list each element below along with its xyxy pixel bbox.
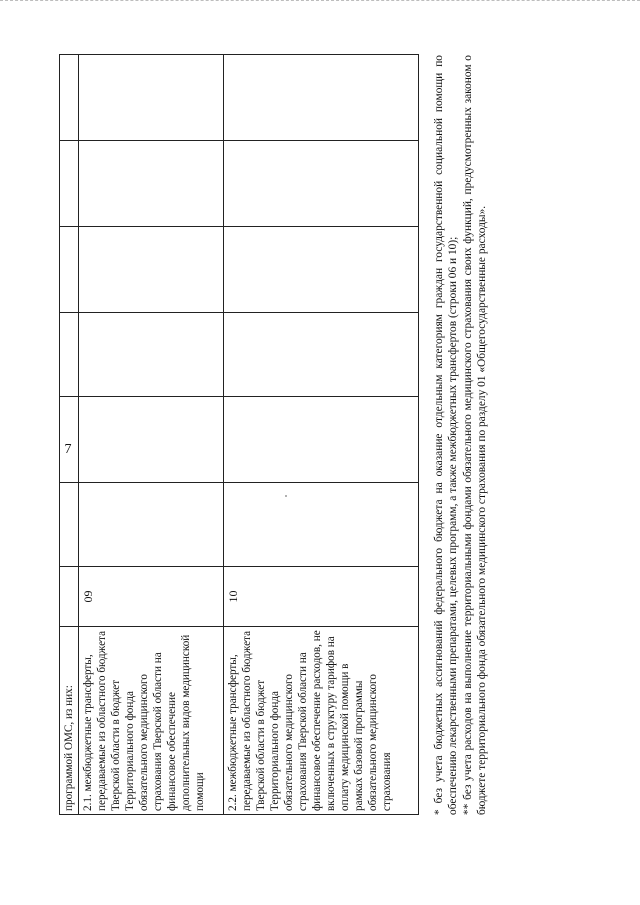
- table-cell: [224, 141, 419, 227]
- table-cell: [224, 483, 419, 567]
- row-label: 2.2. межбюджетные трансферты, передаваемые из областного бюджета Тверской области в бюджет Территориального фонда обязательного медицинского страхования Тверской области на финансовое обеспечение расходов, не включенных в структуру тарифов на оплату медицинской помощи в рамках базовой программы обязательного медицинского страхования: [224, 627, 419, 815]
- table-cell: [79, 483, 224, 567]
- table-cell: [79, 141, 224, 227]
- footnote-1: * без учета бюджетных ассигнований федерального бюджета на оказание отдельным категориям граждан государственной социальной помощи по обеспечению лекарственными препаратами, целевых программ, а также межбюджетных трансфертов (строки 06 и 10);: [433, 55, 460, 815]
- table-cell: [60, 397, 79, 483]
- row-code: 09: [79, 567, 224, 627]
- expenses-table: [59, 54, 419, 815]
- page-number: 7: [64, 442, 72, 457]
- table-row: [224, 55, 419, 815]
- table-cell: [79, 227, 224, 313]
- footnote-2: ** без учета расходов на выполнение территориальными фондами обязательного медицинского страхования своих функций, предусмотренных законом о бюджете территориального фонда обязательного медицинского страхования по разделу 01 «Общегосударственные расходы».: [461, 55, 489, 815]
- row-label: 2.1. межбюджетные трансферты, передаваемые из областного бюджета Тверской области в бюджет Территориального фонда обязательного медицинского страхования Тверской области на финансовое обеспечение дополнительных видов медицинской помощи: [79, 627, 224, 815]
- table-cell: [60, 313, 79, 397]
- table-cell: [224, 55, 419, 141]
- row-label: программой ОМС, из них:: [60, 627, 79, 815]
- table-cell: [224, 313, 419, 397]
- table-cell: [224, 397, 419, 483]
- table-cell: [60, 141, 79, 227]
- row-code: 10: [224, 567, 419, 627]
- scan-speck: [285, 495, 287, 497]
- footnotes: [432, 55, 490, 815]
- table-row: [60, 55, 79, 815]
- table-cell: [224, 227, 419, 313]
- table-cell: [79, 313, 224, 397]
- table-row: [79, 55, 224, 815]
- table-cell: [79, 55, 224, 141]
- table-cell: [60, 483, 79, 567]
- table-cell: [60, 567, 79, 627]
- table-cell: [79, 397, 224, 483]
- table-cell: [60, 227, 79, 313]
- table-cell: [60, 55, 79, 141]
